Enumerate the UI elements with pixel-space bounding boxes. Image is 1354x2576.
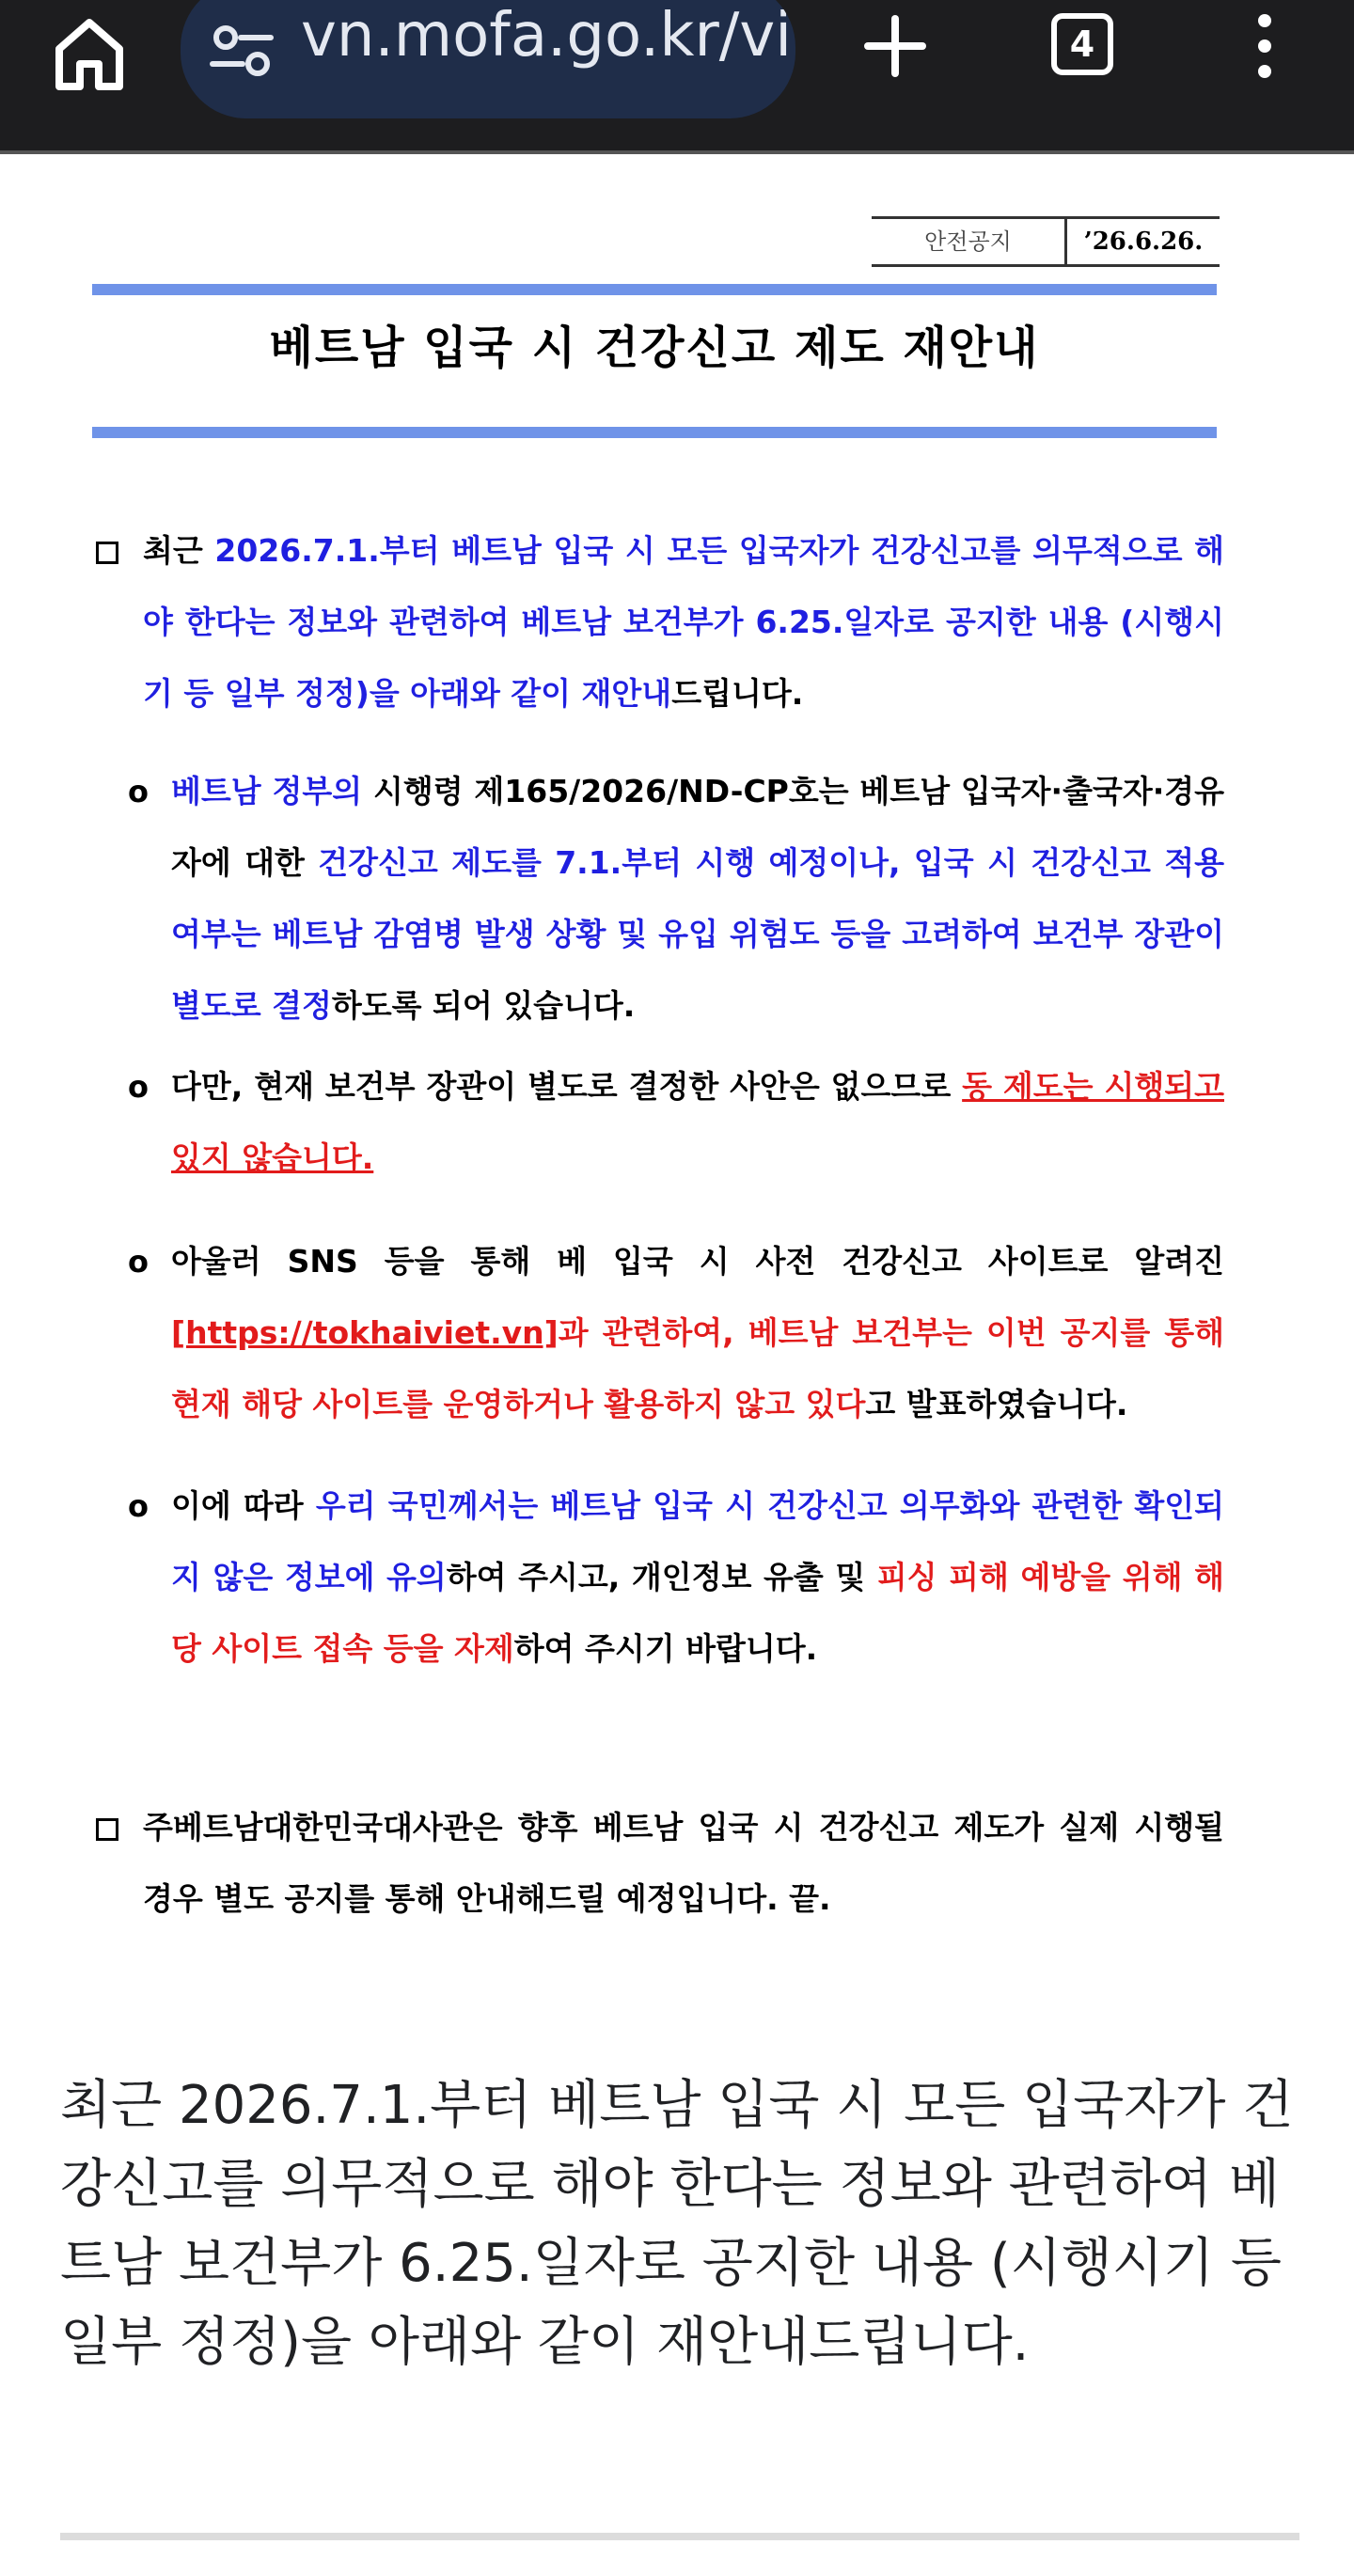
p2-text-a: 베트남 정부의 bbox=[171, 773, 363, 809]
paragraph-1 bbox=[143, 515, 1224, 730]
circle-bullet: o bbox=[128, 1069, 149, 1105]
p4-text-d: 고 발표하였습니다. bbox=[865, 1386, 1128, 1422]
more-vert-icon[interactable] bbox=[1251, 13, 1279, 79]
paragraph-6: 주베트남대한민국대사관은 향후 베트남 입국 시 건강신고 제도가 실제 시행될 경우 별도 공지를 통해 안내해드릴 예정입니다. 끝. bbox=[143, 1809, 1224, 1917]
p5-text-a: 이에 따라 bbox=[171, 1487, 316, 1524]
tune-icon[interactable] bbox=[209, 21, 275, 81]
p1-text-a: 최근 bbox=[143, 532, 215, 569]
home-icon[interactable] bbox=[52, 11, 127, 96]
notice-document-image bbox=[0, 154, 1354, 1969]
p5-text-b: 우리 국민께서는 베트남 입국 시 건강신고 의무화와 관련한 확인되지 않은 정보에 유의 bbox=[171, 1487, 1224, 1595]
p5-text-e: 하여 주시기 바랍니다. bbox=[513, 1630, 818, 1667]
p2-text-b: 시행령 제165/2026/ND-CP호는 베트남 입국자·출국자·경유자에 대한 bbox=[171, 773, 1224, 881]
article-caption: 최근 2026.7.1.부터 베트남 입국 시 모든 입국자가 건강신고를 의무적으로 해야 한다는 정보와 관련하여 베트남 보건부가 6.25.일자로 공지한 내용 (시행시기 등 일부 정정)을 아래와 같이 재안내드립니다. bbox=[60, 2075, 1294, 2373]
notice-date: ’26.6.26. bbox=[1083, 228, 1204, 256]
paragraph-2 bbox=[171, 756, 1224, 1042]
circle-bullet: o bbox=[128, 774, 149, 809]
address-bar[interactable] bbox=[181, 0, 795, 118]
circle-bullet: o bbox=[128, 1244, 149, 1280]
p4-text-a: 아울러 SNS 등을 통해 베 입국 시 사전 건강신고 사이트로 알려진 bbox=[171, 1243, 1224, 1280]
p3-text-a: 다만, 현재 보건부 장관이 별도로 결정한 사안은 없으므로 bbox=[171, 1068, 963, 1105]
notice-header-box bbox=[872, 216, 1220, 267]
tabs-icon[interactable]: 4 bbox=[1051, 13, 1113, 75]
square-bullet bbox=[96, 1818, 118, 1841]
section-divider bbox=[60, 2533, 1299, 2540]
p5-text-d: 피싱 피해 예방을 위해 해당 사이트 접속 등을 자제 bbox=[171, 1559, 1224, 1667]
square-bullet bbox=[96, 542, 118, 564]
paragraph-5 bbox=[171, 1470, 1224, 1685]
p4-link: [https://tokhaiviet.vn] bbox=[171, 1314, 559, 1351]
circle-bullet: o bbox=[128, 1488, 149, 1524]
url-text[interactable]: vn.mofa.go.kr/vi bbox=[301, 1, 792, 71]
p3-text-b: 동 제도는 시행되고 있지 않습니다. bbox=[171, 1068, 1224, 1176]
browser-toolbar bbox=[0, 0, 1354, 154]
p1-text-b: 2026.7.1.부터 베트남 입국 시 모든 입국자가 건강신고를 의무적으로 해야 한다는 정보와 관련하여 베트남 보건부가 6.25.일자로 공지한 내용 (시행시기 등 일부 정정)을 아래와 같이 재안내 bbox=[143, 532, 1224, 712]
document-title: 베트남 입국 시 건강신고 제도 재안내 bbox=[269, 322, 1040, 374]
p2-text-d: 하도록 되어 있습니다. bbox=[331, 987, 636, 1024]
plus-icon[interactable] bbox=[862, 13, 928, 79]
title-rule-top bbox=[92, 284, 1217, 295]
p1-text-c: 드립니다. bbox=[671, 675, 804, 712]
title-rule-bottom bbox=[92, 427, 1217, 438]
paragraph-4 bbox=[171, 1226, 1224, 1440]
paragraph-3 bbox=[171, 1051, 1224, 1194]
p5-text-c: 하여 주시고, 개인정보 유출 및 bbox=[446, 1559, 877, 1595]
p2-text-c: 건강신고 제도를 7.1.부터 시행 예정이나, 입국 시 건강신고 적용 여부는 베트남 감염병 발생 상황 및 유입 위험도 등을 고려하여 보건부 장관이 별도로 결정 bbox=[171, 844, 1224, 1024]
notice-label: 안전공지 bbox=[872, 219, 1067, 264]
p4-text-c: 과 관련하여, 베트남 보건부는 이번 공지를 통해 현재 해당 사이트를 운영하거나 활용하지 않고 있다 bbox=[171, 1314, 1224, 1422]
